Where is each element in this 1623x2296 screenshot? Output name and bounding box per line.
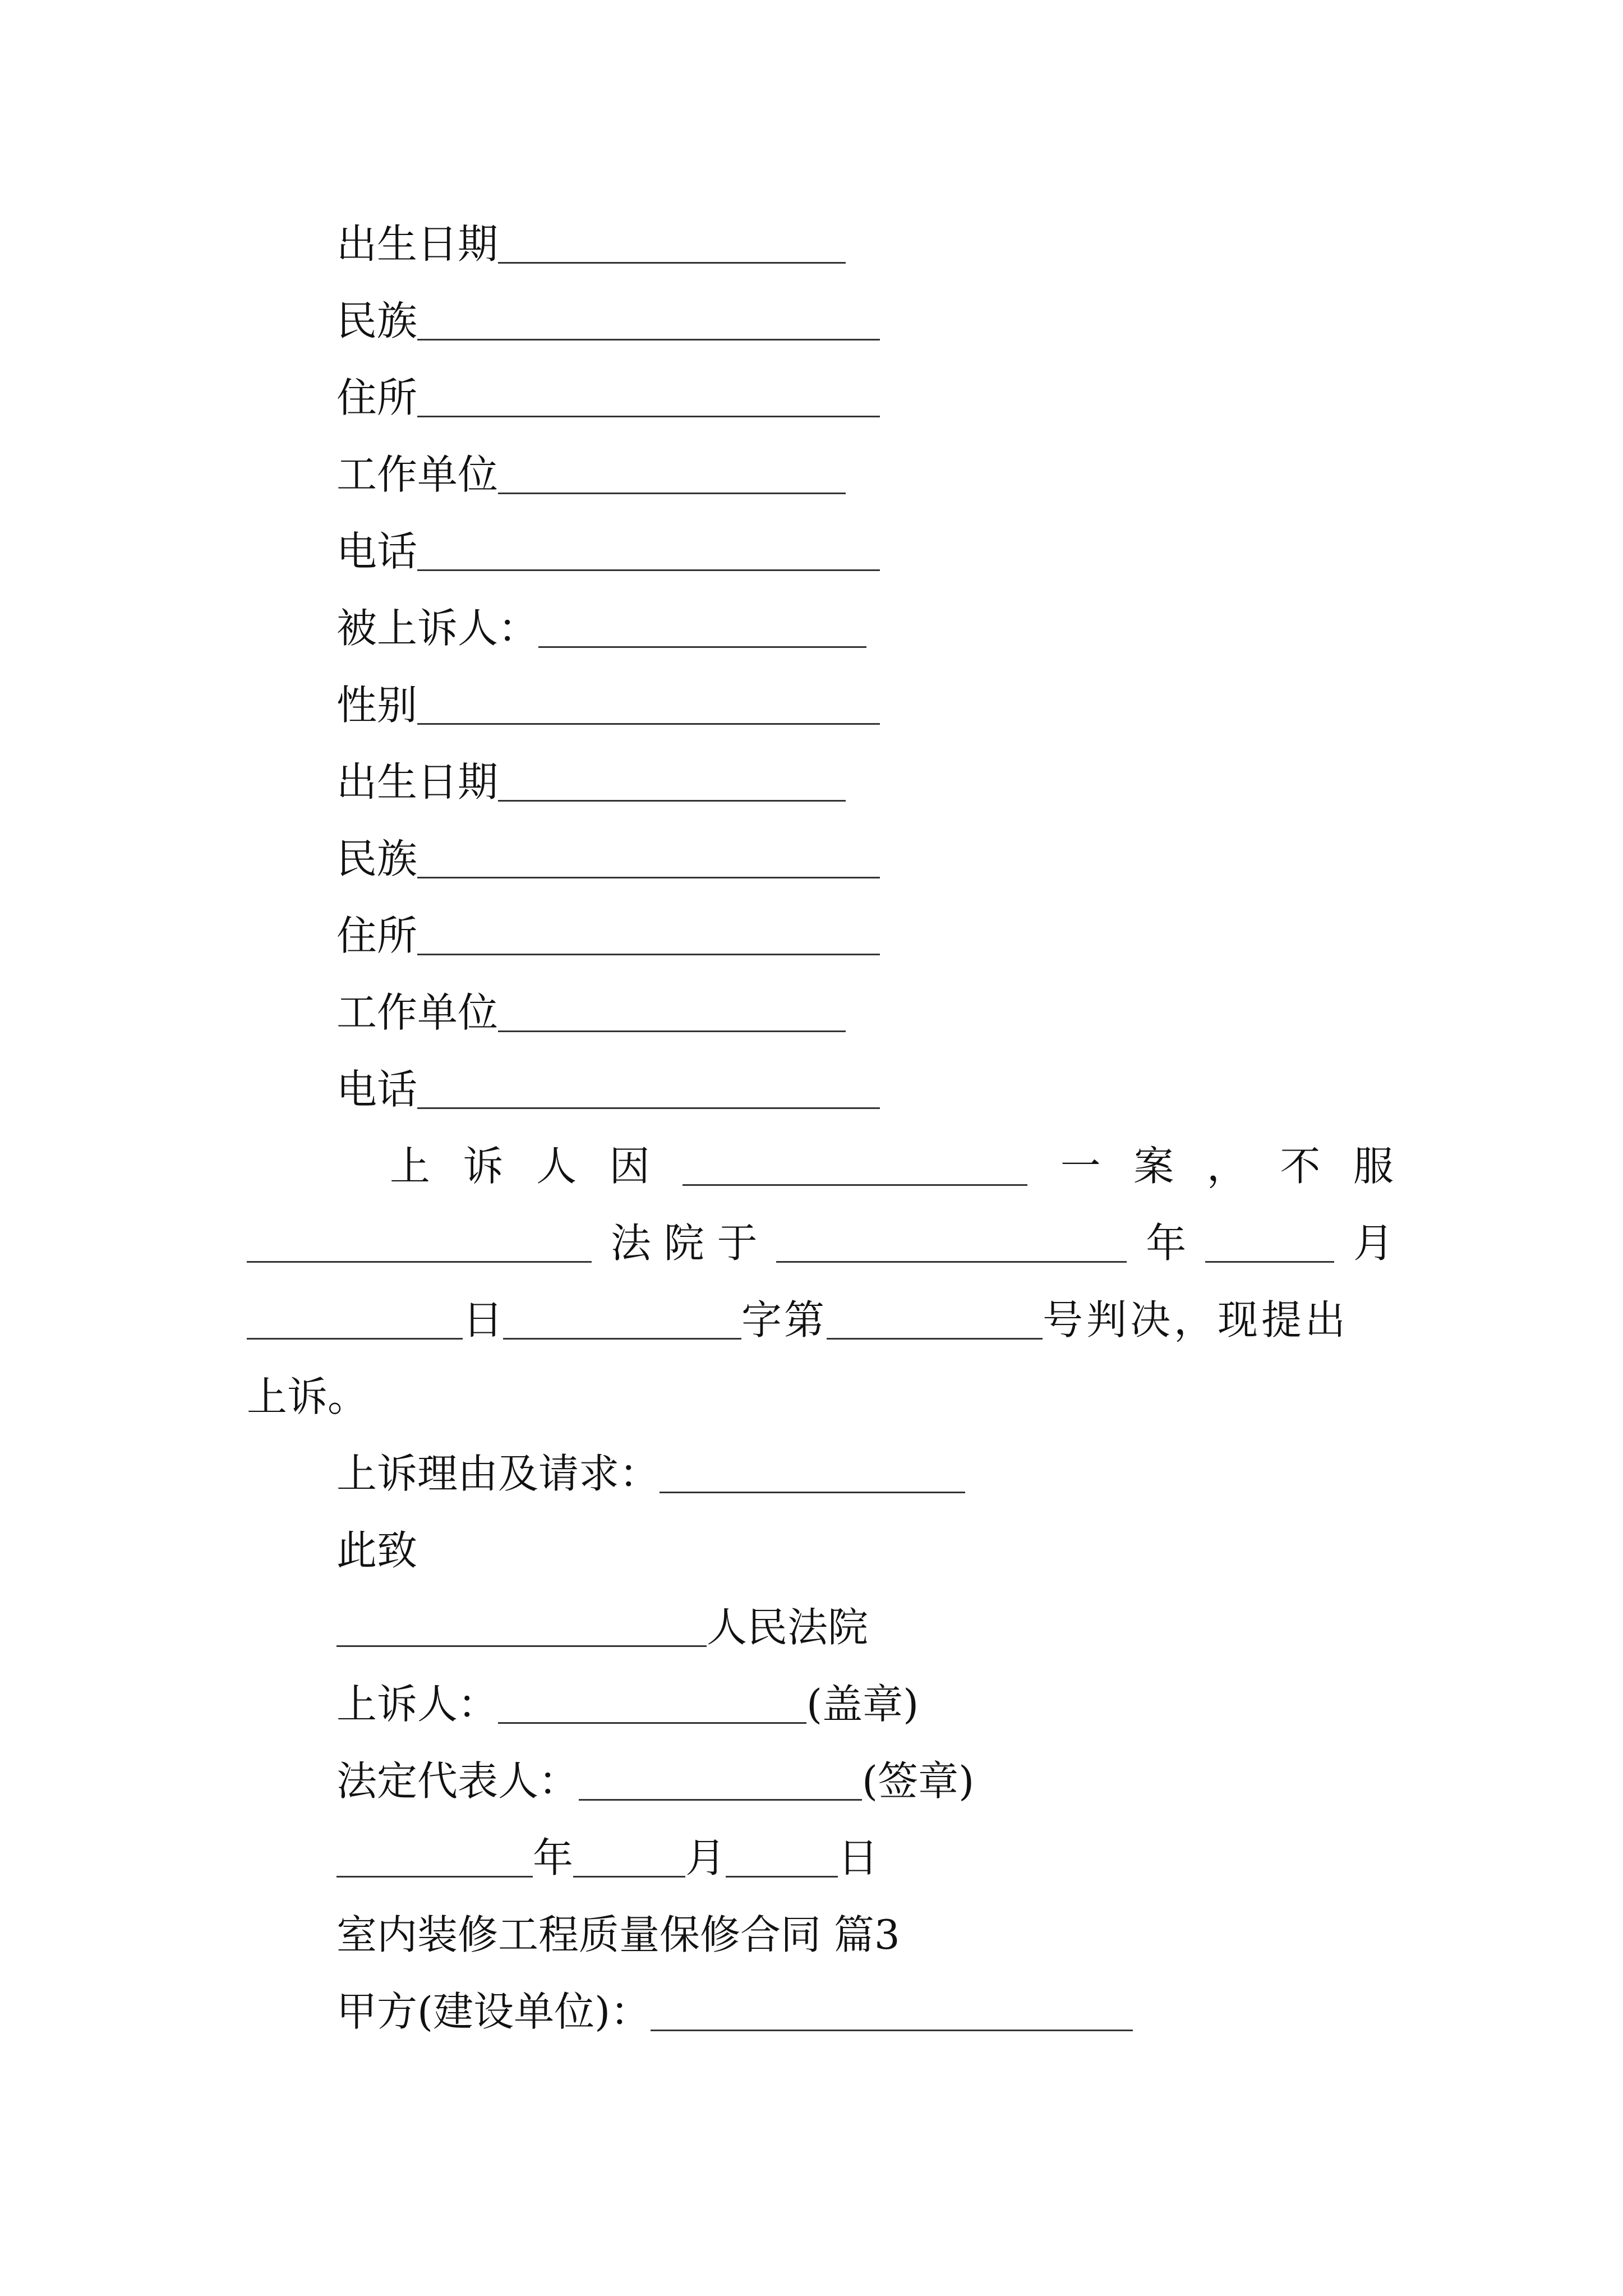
court-blank[interactable] (247, 1227, 592, 1263)
salutation (336, 1525, 417, 1576)
blank-line[interactable] (498, 459, 846, 494)
reasons-label: 上诉理由及请求： (336, 1450, 660, 1497)
legal-rep-row (336, 1756, 974, 1806)
appellant-address-row (336, 372, 880, 423)
appeal-reasons-row (336, 1448, 965, 1499)
party-a-row (336, 1986, 1133, 2037)
doc-number-blank[interactable] (827, 1304, 1043, 1340)
blank-line[interactable] (417, 1074, 880, 1109)
appellant-sign-blank[interactable] (498, 1688, 806, 1724)
appeal-paragraph-line-2 (247, 1218, 1394, 1268)
court-name-blank[interactable] (336, 1612, 707, 1647)
legal-rep-label: 法定代表人： (336, 1757, 579, 1805)
appeal-paragraph-line-1 (390, 1141, 1394, 1191)
day-blank[interactable] (726, 1842, 838, 1878)
zi-di-text: 字第 (741, 1296, 827, 1343)
court-text: 法 院 于 (610, 1220, 758, 1267)
day-text: 日 (838, 1834, 879, 1881)
appellee-phone-row (336, 1064, 880, 1115)
seal-note: (盖章) (806, 1681, 919, 1728)
blank-line[interactable] (417, 920, 880, 955)
field-label: 民族 (336, 297, 418, 344)
case-blank[interactable] (683, 1151, 1027, 1186)
sign-note: (签章) (862, 1757, 975, 1805)
day-text: 日 (463, 1296, 504, 1343)
field-label: 工作单位 (336, 989, 499, 1036)
blank-line[interactable] (417, 305, 880, 341)
appellee-birth-date-row (336, 757, 846, 807)
appellee-label: 被上诉人： (336, 605, 539, 652)
doc-number-prefix-blank[interactable] (503, 1304, 741, 1340)
appellee-gender-row (336, 680, 880, 730)
reasons-blank[interactable] (660, 1458, 965, 1493)
party-a-label: 甲方(建设单位)： (336, 1988, 651, 2035)
party-a-blank[interactable] (651, 1996, 1133, 2031)
appeal-end-text: 上诉。 (247, 1373, 368, 1420)
day-blank[interactable] (247, 1304, 463, 1340)
date-row (336, 1833, 878, 1883)
month-blank[interactable] (573, 1842, 685, 1878)
text-char: 诉 (463, 1143, 504, 1190)
year-text: 年 (533, 1834, 574, 1881)
field-label: 性别 (336, 682, 418, 729)
blank-line[interactable] (498, 228, 846, 264)
month-blank[interactable] (1205, 1227, 1334, 1263)
month-text: 月 (1353, 1220, 1394, 1267)
field-label: 电话 (336, 1066, 418, 1113)
month-text: 月 (685, 1834, 726, 1881)
appellee-ethnicity-row (336, 834, 880, 884)
blank-line[interactable] (538, 613, 866, 648)
appellee-address-row (336, 910, 880, 961)
field-label: 住所 (336, 912, 418, 959)
appellant-work-unit-row (336, 449, 846, 500)
section-title-row (336, 1910, 900, 1960)
field-label: 工作单位 (336, 451, 499, 498)
court-row (336, 1602, 868, 1653)
appellant-birth-date-row (336, 219, 846, 269)
year-text: 年 (1146, 1220, 1187, 1267)
appellee-work-unit-row (336, 987, 846, 1038)
field-label: 出生日期 (336, 758, 499, 806)
text-char: 人 (536, 1143, 577, 1190)
text-char: 上 (390, 1143, 431, 1190)
appellee-row (336, 603, 866, 654)
year-blank[interactable] (336, 1842, 533, 1878)
blank-line[interactable] (417, 843, 880, 878)
field-label: 住所 (336, 374, 418, 421)
court-suffix: 人民法院 (707, 1604, 869, 1651)
appellant-signature-row (336, 1679, 919, 1729)
field-label: 民族 (336, 835, 418, 882)
text-char: 因 (609, 1143, 650, 1190)
legal-rep-blank[interactable] (579, 1765, 862, 1801)
year-blank[interactable] (776, 1227, 1127, 1263)
verdict-text: 号判决，现提出 (1043, 1296, 1349, 1343)
text-char: 一 (1060, 1143, 1101, 1190)
blank-line[interactable] (417, 689, 880, 725)
field-label: 出生日期 (336, 220, 499, 268)
text-char: ， (1206, 1143, 1247, 1190)
section-title: 室内装修工程质量保修合同 篇3 (336, 1911, 900, 1958)
blank-line[interactable] (498, 997, 846, 1032)
text-char: 不 (1280, 1143, 1321, 1190)
appeal-paragraph-line-3 (247, 1295, 1349, 1345)
appellant-phone-row (336, 526, 880, 577)
text-char: 案 (1133, 1143, 1174, 1190)
blank-line[interactable] (417, 382, 880, 417)
appellant-ethnicity-row (336, 296, 880, 346)
blank-line[interactable] (417, 536, 880, 571)
field-label: 电话 (336, 528, 418, 575)
text-char: 服 (1353, 1143, 1394, 1190)
blank-line[interactable] (498, 766, 846, 802)
appellant-sign-label: 上诉人： (336, 1681, 499, 1728)
appeal-paragraph-line-4 (247, 1372, 368, 1422)
salutation-text: 此致 (336, 1527, 418, 1574)
